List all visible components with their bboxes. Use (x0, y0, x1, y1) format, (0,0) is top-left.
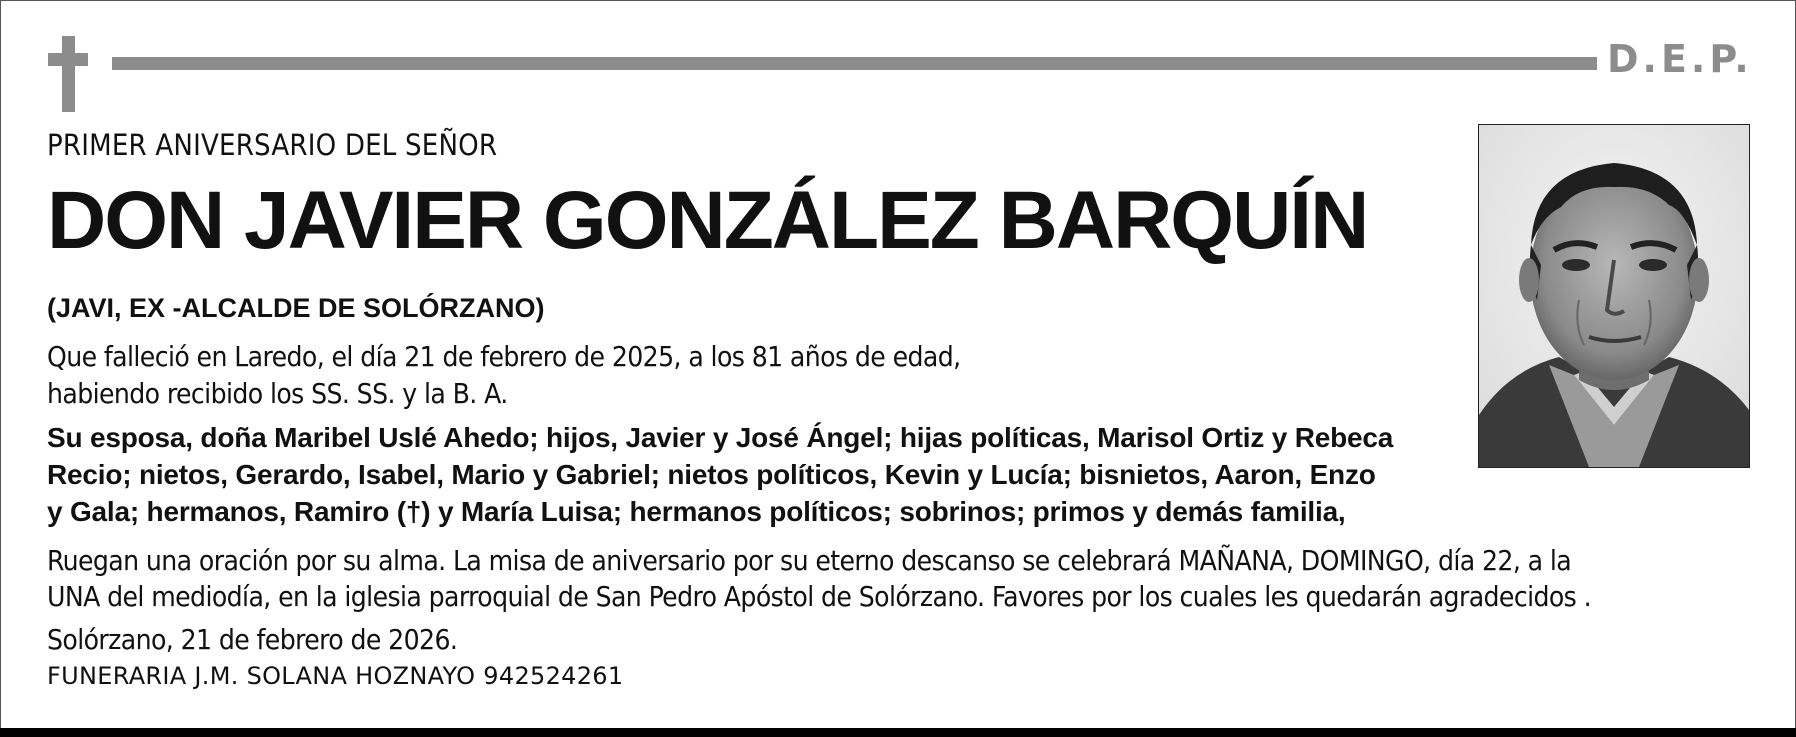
dep-label: D.E.P. (1607, 37, 1753, 81)
deceased-name: DON JAVIER GONZÁLEZ BARQUÍN (47, 175, 1368, 266)
place-date: Solórzano, 21 de febrero de 2026. (47, 623, 458, 656)
request-line-2: UNA del mediodía, en la iglesia parroquial de San Pedro Apóstol de Solórzano. Favores por los cuales les quedarán agradecidos . (47, 580, 1592, 613)
family-line-3: y Gala; hermanos, Ramiro (†) y María Luisa; hermanos políticos; sobrinos; primos y demás familia, (47, 496, 1346, 527)
header-rule (112, 57, 1597, 70)
cross-icon (48, 36, 88, 112)
bottom-rule (0, 728, 1796, 737)
notice-subtitle: PRIMER ANIVERSARIO DEL SEÑOR (47, 128, 498, 162)
deceased-photo (1478, 124, 1750, 468)
death-line-1: Que falleció en Laredo, el día 21 de febrero de 2025, a los 81 años de edad, (47, 340, 961, 373)
family-line-1: Su esposa, doña Maribel Uslé Ahedo; hijos, Javier y José Ángel; hijas políticas, Marisol Ortiz y Rebeca (47, 422, 1394, 453)
family-line-2: Recio; nietos, Gerardo, Isabel, Mario y Gabriel; nietos políticos, Kevin y Lucía; bisnietos, Aaron, Enzo (47, 459, 1376, 490)
death-line-2: habiendo recibido los SS. SS. y la B. A. (47, 377, 508, 410)
request-line-1: Ruegan una oración por su alma. La misa de aniversario por su eterno descanso se celebrará MAÑANA, DOMINGO, día 22, a la (47, 544, 1572, 577)
deceased-nickname: (JAVI, EX -ALCALDE DE SOLÓRZANO) (47, 293, 545, 323)
funeral-home: FUNERARIA J.M. SOLANA HOZNAYO 942524261 (47, 662, 624, 690)
